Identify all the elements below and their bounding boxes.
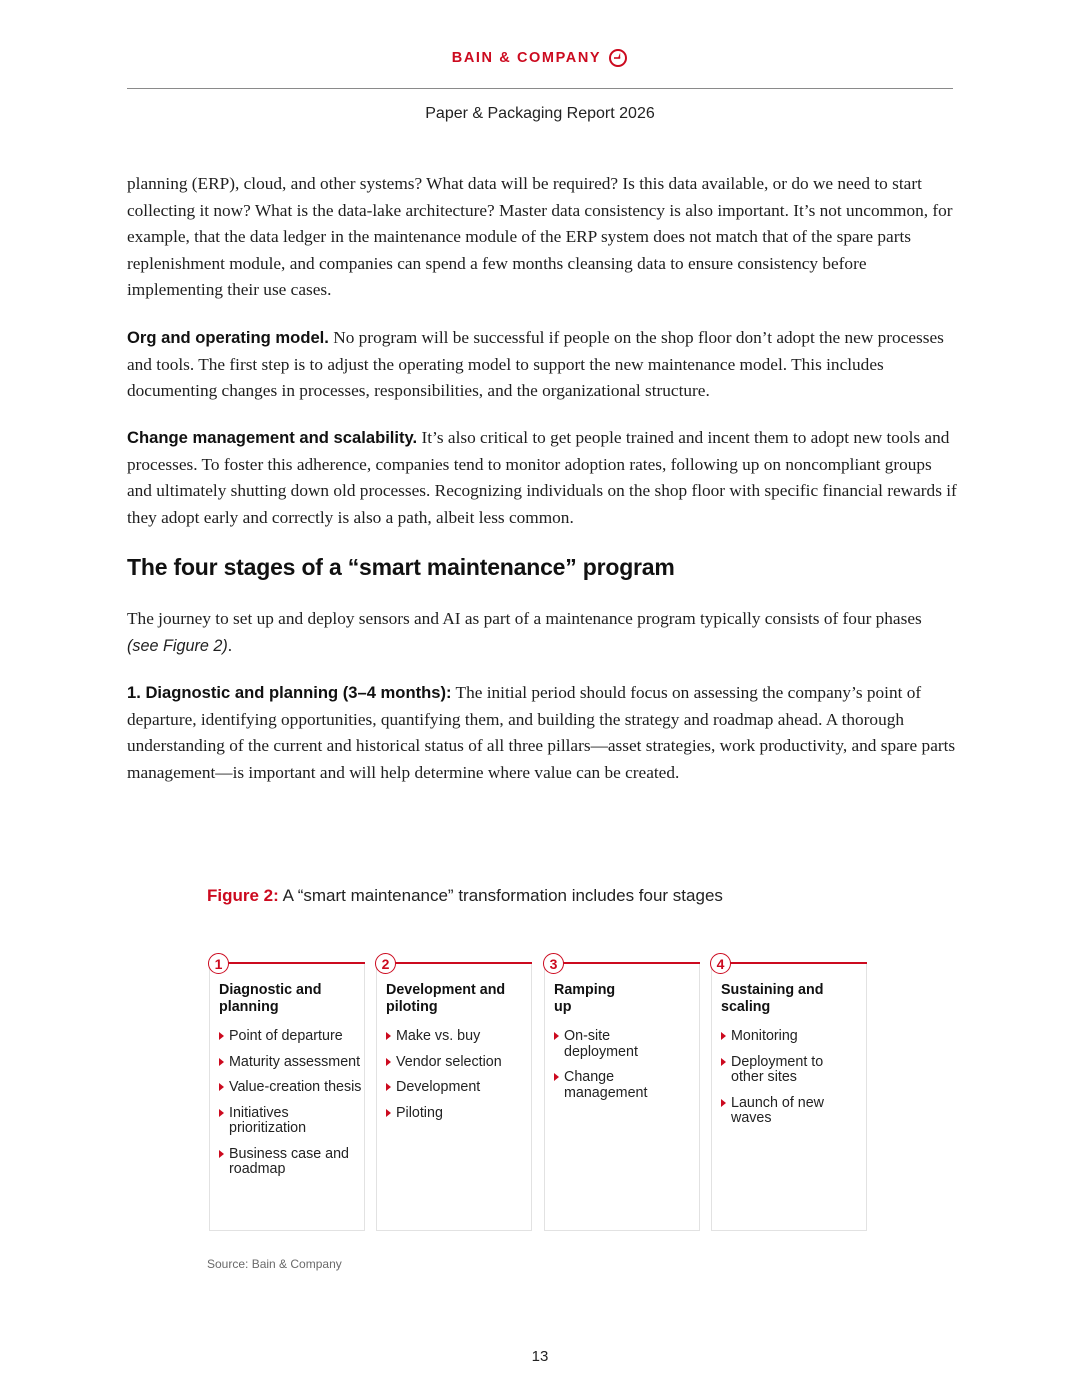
stage-top-rule — [545, 962, 700, 964]
triangle-bullet-icon — [219, 1150, 224, 1158]
stage-items — [218, 1029, 364, 1188]
triangle-bullet-icon — [721, 1058, 726, 1066]
paragraph-section-intro — [127, 606, 927, 659]
report-title: Paper & Packaging Report 2026 — [425, 105, 655, 122]
figure-label: Figure 2: — [207, 886, 279, 905]
bain-circle-logo-icon — [608, 48, 628, 68]
figure-title — [207, 886, 723, 906]
figure-source: Source: Bain & Company — [207, 1257, 342, 1271]
stage-item: Deployment to other sites — [720, 1055, 845, 1086]
stage-item: On-site deployment — [553, 1029, 673, 1060]
triangle-bullet-icon — [219, 1032, 224, 1040]
stage-items — [553, 1029, 673, 1111]
paragraph-org-operating-model — [127, 325, 957, 405]
stage-items — [720, 1029, 845, 1137]
stage-title: Sustaining and scaling — [721, 982, 824, 1015]
stage-item: Initiatives prioritization — [218, 1106, 364, 1137]
triangle-bullet-icon — [219, 1058, 224, 1066]
stage-title: Ramping up — [554, 982, 616, 1015]
paragraph-lead: 1. Diagnostic and planning (3–4 months): — [127, 683, 452, 702]
stage-card-4 — [711, 955, 867, 1231]
triangle-bullet-icon — [219, 1109, 224, 1117]
brand-name: BAIN & COMPANY — [451, 50, 602, 66]
figure-reference: (see Figure 2) — [127, 636, 228, 655]
stage-item: Point of departure — [218, 1029, 364, 1045]
stage-card-2 — [376, 955, 532, 1231]
triangle-bullet-icon — [554, 1032, 559, 1040]
triangle-bullet-icon — [721, 1099, 726, 1107]
stage-top-rule — [712, 962, 867, 964]
paragraph-body: The initial period should focus on assessing the company’s point of departure, identifying opportunities, quantifying them, and building the strategy and roadmap ahead. A thorough understanding of the current and historical status of all three pillars—asset strategies, work productivity, and spare parts management—is important and will help determine where value can be created. — [127, 683, 956, 782]
paragraph-body: No program will be successful if people on the shop floor don’t adopt the new processes and tools. The first step is to adjust the operating model to support the new maintenance model. This includes documenting changes in processes, responsibilities, and the organizational structure. — [127, 328, 944, 400]
stage-item: Change management — [553, 1070, 673, 1101]
stage-item: Development — [385, 1080, 531, 1096]
intro-end: . — [227, 635, 233, 655]
figure-caption: A “smart maintenance” transformation includes four stages — [278, 886, 723, 905]
triangle-bullet-icon — [219, 1083, 224, 1091]
stage-number-badge: 1 — [208, 953, 229, 974]
stage-title: Development and piloting — [386, 982, 506, 1015]
stage-number-badge: 2 — [375, 953, 396, 974]
triangle-bullet-icon — [554, 1073, 559, 1081]
stage-item: Make vs. buy — [385, 1029, 531, 1045]
stage-items — [385, 1029, 531, 1131]
stage-item: Vendor selection — [385, 1055, 531, 1071]
paragraph-data-systems: planning (ERP), cloud, and other systems? What data will be required? Is this data available, or do we need to start collecting it now? What is the data-lake architecture? Master data consistency is also important. It’s not uncommon, for example, that the data ledger in the maintenance module of the ERP system does not match that of the spare parts replenishment module, and companies can spend a few months cleansing data to ensure consistency before implementing their use cases. — [127, 174, 953, 299]
page-number: 13 — [531, 1348, 549, 1365]
intro-text: The journey to set up and deploy sensors and AI as part of a maintenance program typically consists of four phases — [127, 609, 922, 628]
stage-item: Monitoring — [720, 1029, 845, 1045]
stage-top-rule — [210, 962, 365, 964]
stage-item: Business case and roadmap — [218, 1147, 364, 1178]
paragraph-change-management — [127, 425, 957, 531]
triangle-bullet-icon — [721, 1032, 726, 1040]
stage-item: Value-creation thesis — [218, 1080, 364, 1096]
stage-card-1 — [209, 955, 365, 1231]
paragraph-stage-1 — [127, 680, 957, 786]
paragraph-lead: Org and operating model. — [127, 328, 329, 347]
triangle-bullet-icon — [386, 1109, 391, 1117]
paragraph-lead: Change management and scalability. — [127, 428, 418, 447]
triangle-bullet-icon — [386, 1083, 391, 1091]
stage-item: Piloting — [385, 1106, 531, 1122]
section-heading: The four stages of a “smart maintenance” program — [127, 554, 675, 580]
triangle-bullet-icon — [386, 1058, 391, 1066]
header-divider — [127, 88, 953, 89]
stage-item: Maturity assessment — [218, 1055, 364, 1071]
stage-title: Diagnostic and planning — [219, 982, 322, 1015]
stage-number-badge: 3 — [543, 953, 564, 974]
stage-top-rule — [377, 962, 532, 964]
stage-card-3 — [544, 955, 700, 1231]
brand-header — [0, 48, 1080, 68]
paragraph-body: It’s also critical to get people trained and incent them to adopt new tools and processes. To foster this adherence, companies tend to monitor adoption rates, following up on noncompliant groups and ultimately shutting down old processes. Recognizing individuals on the shop floor with specific financial rewards if they adopt early and correctly is also a path, albeit less common. — [127, 428, 957, 527]
triangle-bullet-icon — [386, 1032, 391, 1040]
stage-number-badge: 4 — [710, 953, 731, 974]
stage-item: Launch of new waves — [720, 1096, 845, 1127]
